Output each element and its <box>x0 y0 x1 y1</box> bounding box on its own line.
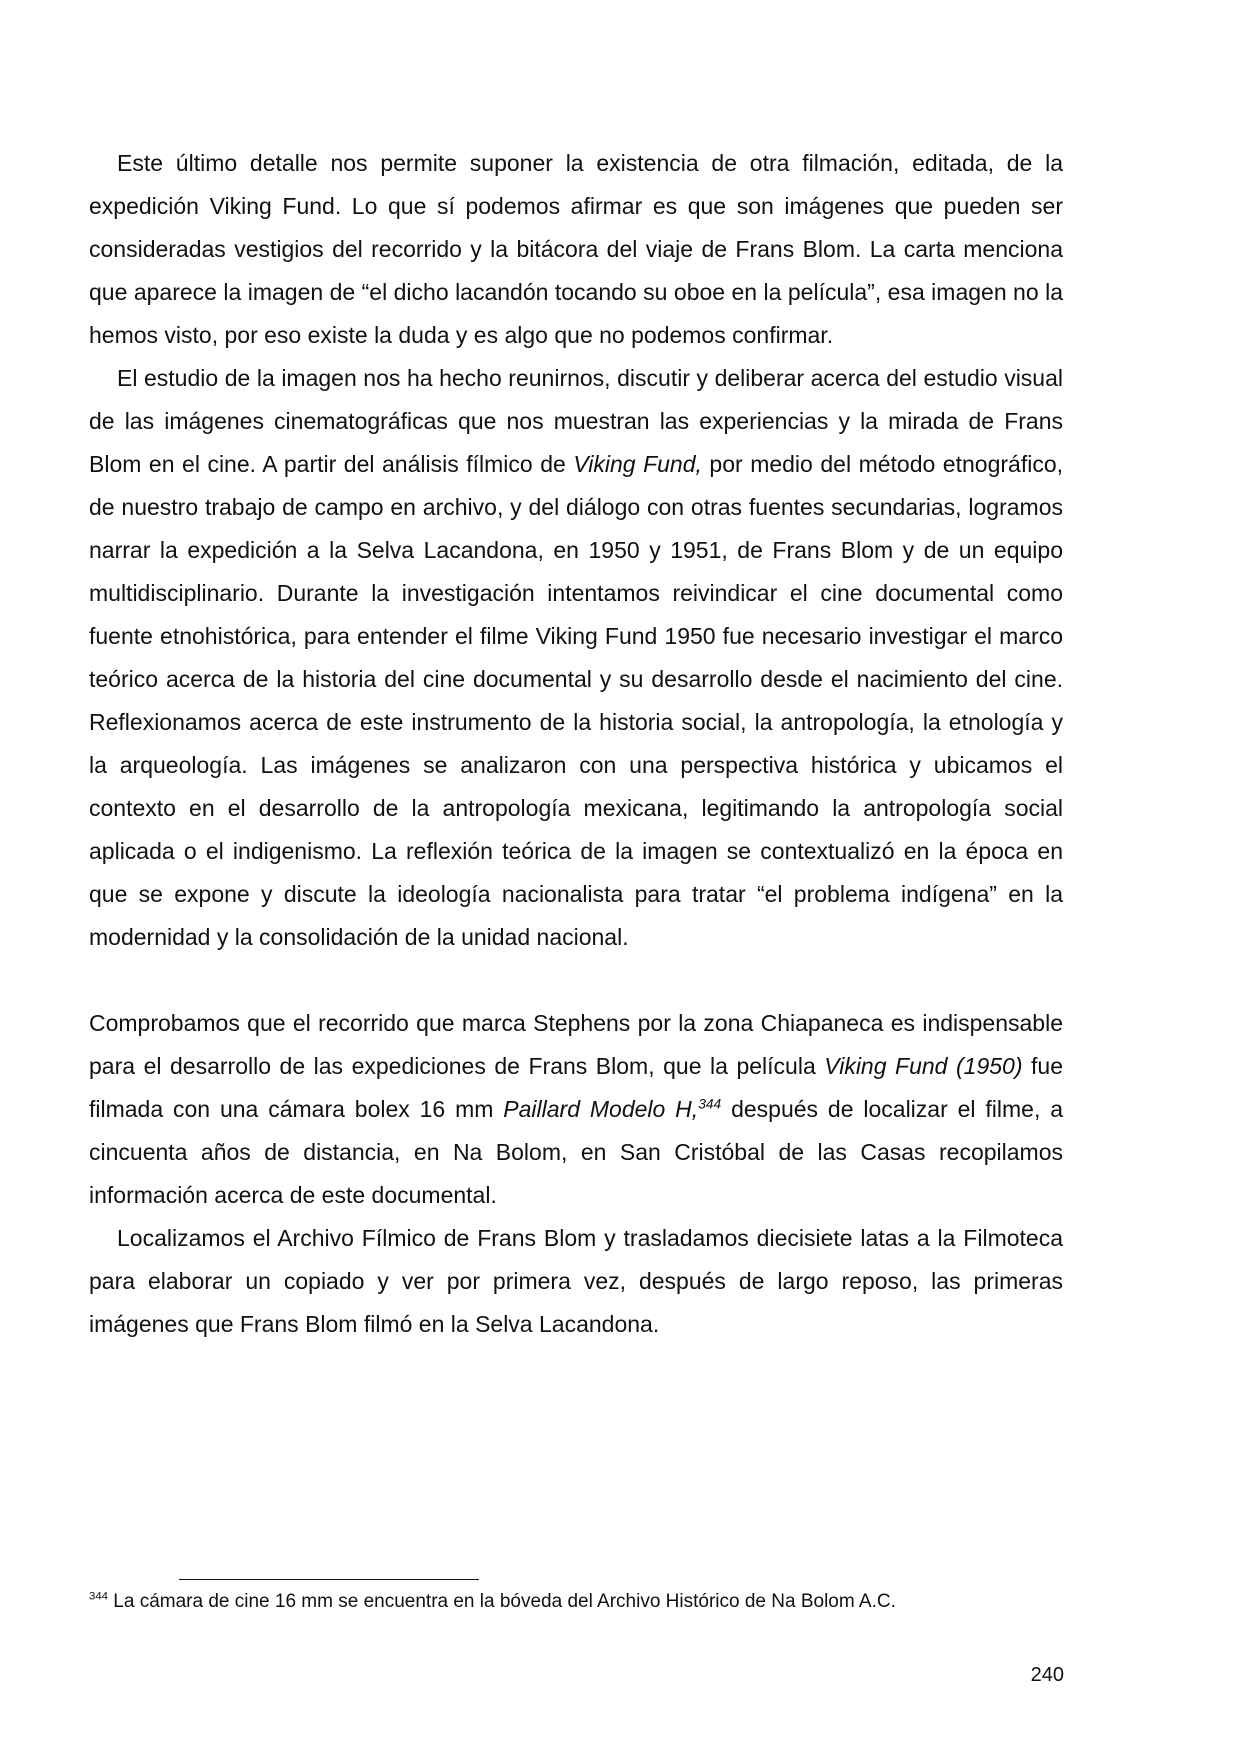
paragraph-1-text: Este último detalle nos permite suponer la existencia de otra filmación, editada, de la expedición Viking Fund. Lo que sí podemos afirmar es que son imágenes que pueden ser consideradas vestigios del recorrido y la bitácora del viaje de Frans Blom. La carta menciona que aparece la imagen de “el dicho lacandón tocando su oboe en la película”, esa imagen no la hemos visto, por eso existe la duda y es algo que no podemos confirmar. <box>89 150 1063 348</box>
paragraph-2-text-b: por medio del método etnográfico, de nuestro trabajo de campo en archivo, y del diálogo con otras fuentes secundarias, logramos narrar la expedición a la Selva Lacandona, en 1950 y 1951, de Frans Blom y de un equipo multidisciplinario. Durante la investigación intentamos reivindicar el cine documental como fuente etnohistórica, para entender el filme Viking Fund 1950 fue necesario investigar el marco teórico acerca de la historia del cine documental y su desarrollo desde el nacimiento del cine. Reflexionamos acerca de este instrumento de la historia social, la antropología, la etnología y la arqueología. Las imágenes se analizaron con una perspectiva histórica y ubicamos el contexto en el desarrollo de la antropología mexicana, legitimando la antropología social aplicada o el indigenismo. La reflexión teórica de la imagen se contextualizó en la época en que se expone y discute la ideología nacionalista para tratar “el problema indígena” en la modernidad y la consolidación de la unidad nacional. <box>89 451 1063 950</box>
footnote-text: La cámara de cine 16 mm se encuentra en la bóveda del Archivo Histórico de Na Bolom A.C. <box>108 1591 896 1612</box>
paragraph-3-italic-camera: Paillard Modelo H, <box>503 1096 699 1122</box>
paragraph-3 <box>89 1002 1063 1217</box>
footnote-reference-344[interactable]: 344 <box>698 1096 722 1112</box>
footnote <box>89 1589 1063 1615</box>
paragraph-4 <box>89 1217 1063 1346</box>
paragraph-3-text-a: Comprobamos que el recorrido que marca Stephens por la zona Chiapaneca es indispensable para el desarrollo de las expediciones de Frans Blom, que la película <box>89 1010 1063 1079</box>
paragraph-4-text: Localizamos el Archivo Fílmico de Frans Blom y trasladamos diecisiete latas a la Filmoteca para elaborar un copiado y ver por primera vez, después de largo reposo, las primeras imágenes que Frans Blom filmó en la Selva Lacandona. <box>89 1225 1063 1337</box>
paragraph-3-italic-title: Viking Fund (1950) <box>824 1053 1023 1079</box>
paragraph-1 <box>89 142 1063 357</box>
paragraph-2-text-a: El estudio de la imagen nos ha hecho reunirnos, discutir y deliberar acerca del estudio visual de las imágenes cinematográficas que nos muestran las experiencias y la mirada de Frans Blom en el cine. A partir del análisis fílmico de <box>89 365 1063 477</box>
footnote-separator <box>179 1579 479 1580</box>
paragraph-2-italic-title: Viking Fund, <box>573 451 702 477</box>
paragraph-3-text-b: fue filmada con una cámara bolex 16 mm <box>89 1053 1063 1122</box>
paragraph-3-text-c: después de localizar el filme, a cincuenta años de distancia, en Na Bolom, en San Cristóbal de las Casas recopilamos información acerca de este documental. <box>89 1096 1064 1208</box>
document-body <box>89 142 1063 1346</box>
paragraph-2 <box>89 357 1063 959</box>
footnote-marker: 344 <box>89 1590 109 1603</box>
page-number: 240 <box>1030 1664 1064 1686</box>
